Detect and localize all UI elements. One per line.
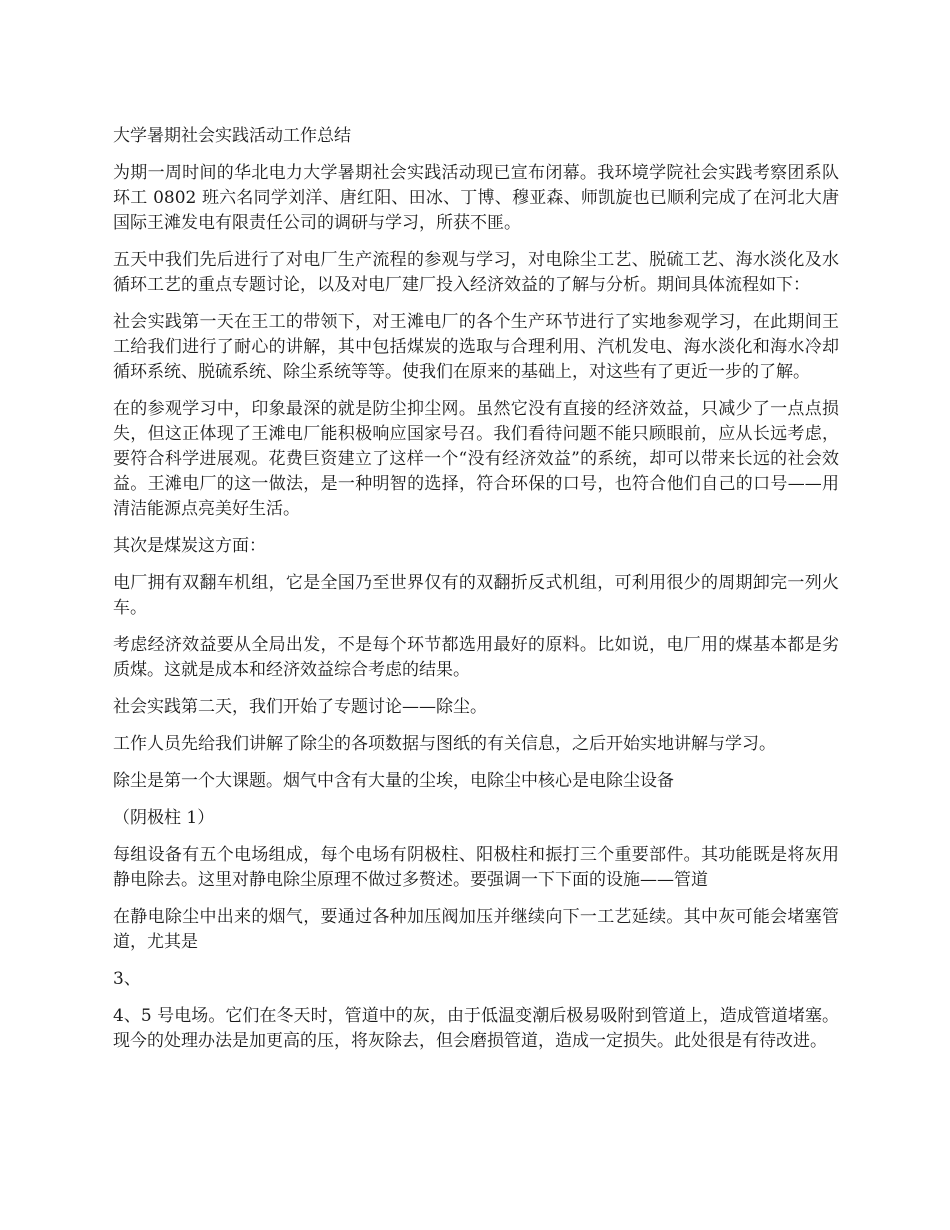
paragraph: 在的参观学习中，印象最深的就是防尘抑尘网。虽然它没有直接的经济效益，只减少了一点点损失，但这正体现了王滩电厂能积极响应国家号召。我们看待问题不能只顾眼前，应从长远考虑，要符合科学进展观。花费巨资建立了这样一个“没有经济效益”的系统，却可以带来长远的社会效益。王滩电厂的这一做法，是一种明智的选择，符合环保的口号，也符合他们自己的口号——用清洁能源点亮美好生活。 xyxy=(113,399,839,519)
paragraph: 工作人员先给我们讲解了除尘的各项数据与图纸的有关信息，之后开始实地讲解与学习。 xyxy=(113,734,776,754)
paragraph: 除尘是第一个大课题。烟气中含有大量的尘埃，电除尘中核心是电除尘设备 xyxy=(113,771,674,791)
paragraph: 每组设备有五个电场组成，每个电场有阴极柱、阳极柱和振打三个重要部件。其功能既是将灰用静电除去。这里对静电除尘原理不做过多赘述。要强调一下下面的设施——管道 xyxy=(113,845,839,890)
paragraph: 考虑经济效益要从全局出发，不是每个环节都选用最好的原料。比如说，电厂用的煤基本都是劣质煤。这就是成本和经济效益综合考虑的结果。 xyxy=(113,635,839,680)
paragraph: 为期一周时间的华北电力大学暑期社会实践活动现已宣布闭幕。我环境学院社会实践考察团系队环工 0802 班六名同学刘洋、唐红阳、田冰、丁博、穆亚森、师凯旋也已顺利完成了在河北大唐国际王滩发电有限责任公司的调研与学习，所获不匪。 xyxy=(113,163,839,233)
paragraph: 在静电除尘中出来的烟气，要通过各种加压阀加压并继续向下一工艺延续。其中灰可能会堵塞管道，尤其是 xyxy=(113,907,839,952)
paragraph: 3、 xyxy=(113,969,141,989)
document-body xyxy=(113,124,839,1066)
paragraph: 4、5 号电场。它们在冬天时，管道中的灰，由于低温变潮后极易吸附到管道上，造成管道堵塞。现今的处理办法是加更高的压，将灰除去，但会磨损管道，造成一定损失。此处很是有待改进。 xyxy=(113,1006,839,1051)
paragraph: 其次是煤炭这方面： xyxy=(113,536,266,556)
paragraph: 社会实践第一天在王工的带领下，对王滩电厂的各个生产环节进行了实地参观学习，在此期间王工给我们进行了耐心的讲解，其中包括煤炭的选取与合理利用、汽机发电、海水淡化和海水冷却循环系统、脱硫系统、除尘系统等等。使我们在原来的基础上，对这些有了更近一步的了解。 xyxy=(113,312,839,382)
paragraph: 五天中我们先后进行了对电厂生产流程的参观与学习，对电除尘工艺、脱硫工艺、海水淡化及水循环工艺的重点专题讨论，以及对电厂建厂投入经济效益的了解与分析。期间具体流程如下： xyxy=(113,250,839,295)
document-title: 大学暑期社会实践活动工作总结 xyxy=(113,126,351,146)
paragraph: （阴极柱 1） xyxy=(113,808,215,828)
paragraph: 电厂拥有双翻车机组，它是全国乃至世界仅有的双翻折反式机组，可利用很少的周期卸完一列火车。 xyxy=(113,573,839,618)
paragraph: 社会实践第二天，我们开始了专题讨论——除尘。 xyxy=(113,697,487,717)
